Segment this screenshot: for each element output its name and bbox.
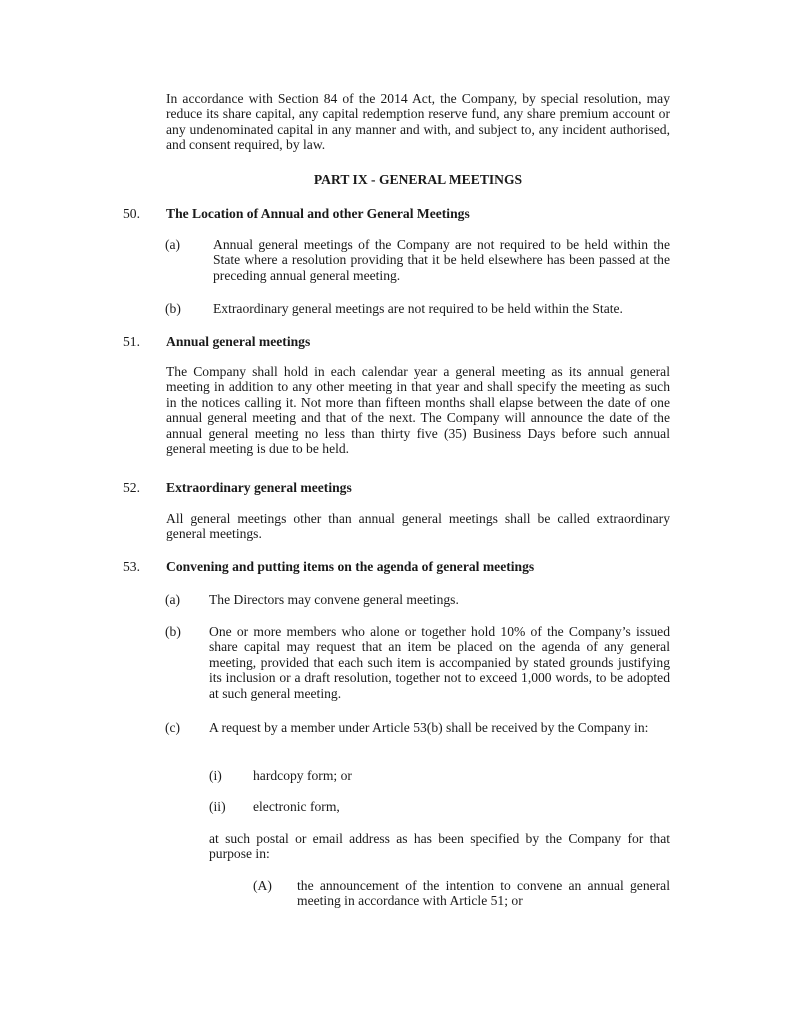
item-text: Annual general meetings of the Company are not required to be held within the State where a resolution providing that it be held elsewhere has been passed at the preceding annual general meeting. xyxy=(213,237,670,283)
subitem-text: hardcopy form; or xyxy=(253,768,352,783)
subitem-label: (ii) xyxy=(209,799,226,814)
article-body: All general meetings other than annual general meetings shall be called extraordinary general meetings. xyxy=(166,511,670,542)
article-number: 50. xyxy=(123,206,140,221)
article-title: The Location of Annual and other General Meetings xyxy=(166,206,470,221)
item-text: A request by a member under Article 53(b) shall be received by the Company in: xyxy=(209,720,649,735)
article-body: The Company shall hold in each calendar year a general meeting as its annual general meeting in addition to any other meeting in that year and shall specify the meeting as such in the notices calling it. Not more than fifteen months shall elapse between the date of one annual general meeting and that of the next. The Company will announce the date of the annual general meeting no less than thirty five (35) Business Days before such annual general meeting is due to be held. xyxy=(166,364,670,457)
item-text: The Directors may convene general meetings. xyxy=(209,592,459,607)
subitem-label: (i) xyxy=(209,768,222,783)
item-text: Extraordinary general meetings are not required to be held within the State. xyxy=(213,301,623,316)
article-title: Convening and putting items on the agenda of general meetings xyxy=(166,559,535,574)
part-heading: PART IX - GENERAL MEETINGS xyxy=(313,172,523,187)
intro-text: In accordance with Section 84 of the 2014 Act, the Company, by special resolution, may reduce its share capital, any capital redemption reserve fund, any share premium account or any undenominated capital in any manner and with, and subject to, any incident authorised, and consent required, by law. xyxy=(166,91,670,153)
item-label: (b) xyxy=(165,624,181,639)
article-number: 53. xyxy=(123,559,140,574)
subsubitem-text: the announcement of the intention to convene an annual general meeting in accordance with Article 51; or xyxy=(297,878,670,909)
item-label: (c) xyxy=(165,720,181,735)
article-number: 51. xyxy=(123,334,140,349)
item-label: (a) xyxy=(165,592,181,607)
item-text: One or more members who alone or together hold 10% of the Company’s issued share capital may request that an item be placed on the agenda of any general meeting, provided that each such item is accompanied by stated grounds justifying its inclusion or a draft resolution, together not to exceed 1,000 words, to be adopted at such general meeting. xyxy=(209,624,670,701)
article-number: 52. xyxy=(123,480,140,495)
article-title: Extraordinary general meetings xyxy=(166,480,352,495)
subitem-text: electronic form, xyxy=(253,799,340,814)
continuation-text: at such postal or email address as has been specified by the Company for that purpose in: xyxy=(209,831,670,862)
subsubitem-label: (A) xyxy=(253,878,272,893)
article-title: Annual general meetings xyxy=(166,334,311,349)
item-label: (a) xyxy=(165,237,181,252)
item-label: (b) xyxy=(165,301,181,316)
intro-paragraph xyxy=(166,91,670,153)
